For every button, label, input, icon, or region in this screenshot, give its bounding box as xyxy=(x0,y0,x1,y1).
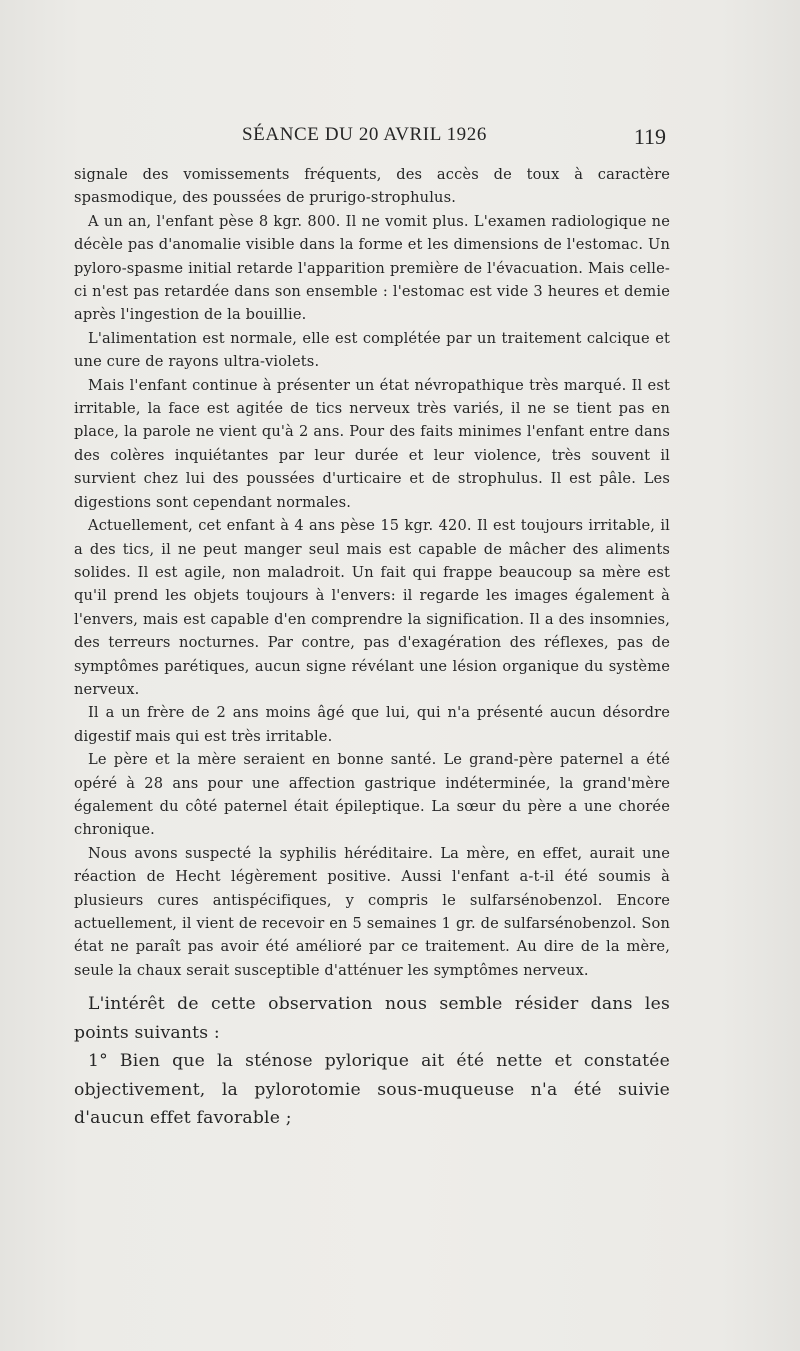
conclusion-text xyxy=(74,990,670,1133)
paragraph: Mais l'enfant continue à présenter un état névropathique très marqué. Il est irritable, la face est agitée de tics nerveux très variés, il ne se tient pas en place, la parole ne vient qu'à 2 ans. Pour des faits minimes l'enfant entre dans des colères inquiétantes par leur durée et leur violence, très souvent il survient chez lui des poussées d'urticaire et de strophulus. Il est pâle. Les digestions sont cependant normales. xyxy=(74,376,670,511)
paragraph: signale des vomissements fréquents, des accès de toux à caractère spasmodique, des poussées de prurigo-strophulus. xyxy=(74,166,670,207)
conclusion-intro: L'intérêt de cette observation nous semble résider dans les points suivants : xyxy=(74,994,670,1043)
page-number: 119 xyxy=(633,124,666,149)
running-head xyxy=(220,124,680,152)
paragraph: Nous avons suspecté la syphilis héréditaire. La mère, en effet, aurait une réaction de Hecht légèrement positive. Aussi l'enfant a-t-il été soumis à plusieurs cures antispécifiques, y compris le sulfarsénobenzol. Encore actuellement, il vient de recevoir en 5 semaines 1 gr. de sulfarsénobenzol. Son état ne paraît pas avoir été amélioré par ce traitement. Au dire de la mère, seule la chaux serait susceptible d'atténuer les symptômes nerveux. xyxy=(74,844,670,979)
paragraph: Il a un frère de 2 ans moins âgé que lui, qui n'a présenté aucun désordre digestif mais qui est très irritable. xyxy=(74,704,670,745)
case-report-text xyxy=(74,163,670,982)
page-title: SÉANCE DU 20 AVRIL 1926 xyxy=(242,124,487,145)
paragraph: A un an, l'enfant pèse 8 kgr. 800. Il ne vomit plus. L'examen radiologique ne décèle pas d'anomalie visible dans la forme et les dimensions de l'estomac. Un pyloro-spasme initial retarde l'apparition première de l'évacuation. Mais celle-ci n'est pas retardée dans son ensemble : l'estomac est vide 3 heures et demie après l'ingestion de la bouillie. xyxy=(74,212,670,324)
paragraph: Actuellement, cet enfant à 4 ans pèse 15 kgr. 420. Il est toujours irritable, il a des tics, il ne peut manger seul mais est capable de mâcher des aliments solides. Il est agile, non maladroit. Un fait qui frappe beaucoup sa mère est qu'il prend les objets toujours à l'envers: il regarde les images également à l'envers, mais est capable d'en comprendre la signification. Il a des insomnies, des terreurs nocturnes. Par contre, pas d'exagération des réflexes, pas de symptômes parétiques, aucun signe révélant une lésion organique du système nerveux. xyxy=(74,517,670,698)
conclusion-point: 1° Bien que la sténose pylorique ait été nette et constatée objectivement, la pylorotomie sous-muqueuse n'a été suivie d'aucun effet favorable ; xyxy=(74,1051,670,1129)
paragraph: Le père et la mère seraient en bonne santé. Le grand-père paternel a été opéré à 28 ans pour une affection gastrique indéterminée, la grand'mère également du côté paternel était épileptique. La sœur du père a une chorée chronique. xyxy=(74,751,670,839)
paragraph: L'alimentation est normale, elle est complétée par un traitement calcique et une cure de rayons ultra-violets. xyxy=(74,329,670,371)
